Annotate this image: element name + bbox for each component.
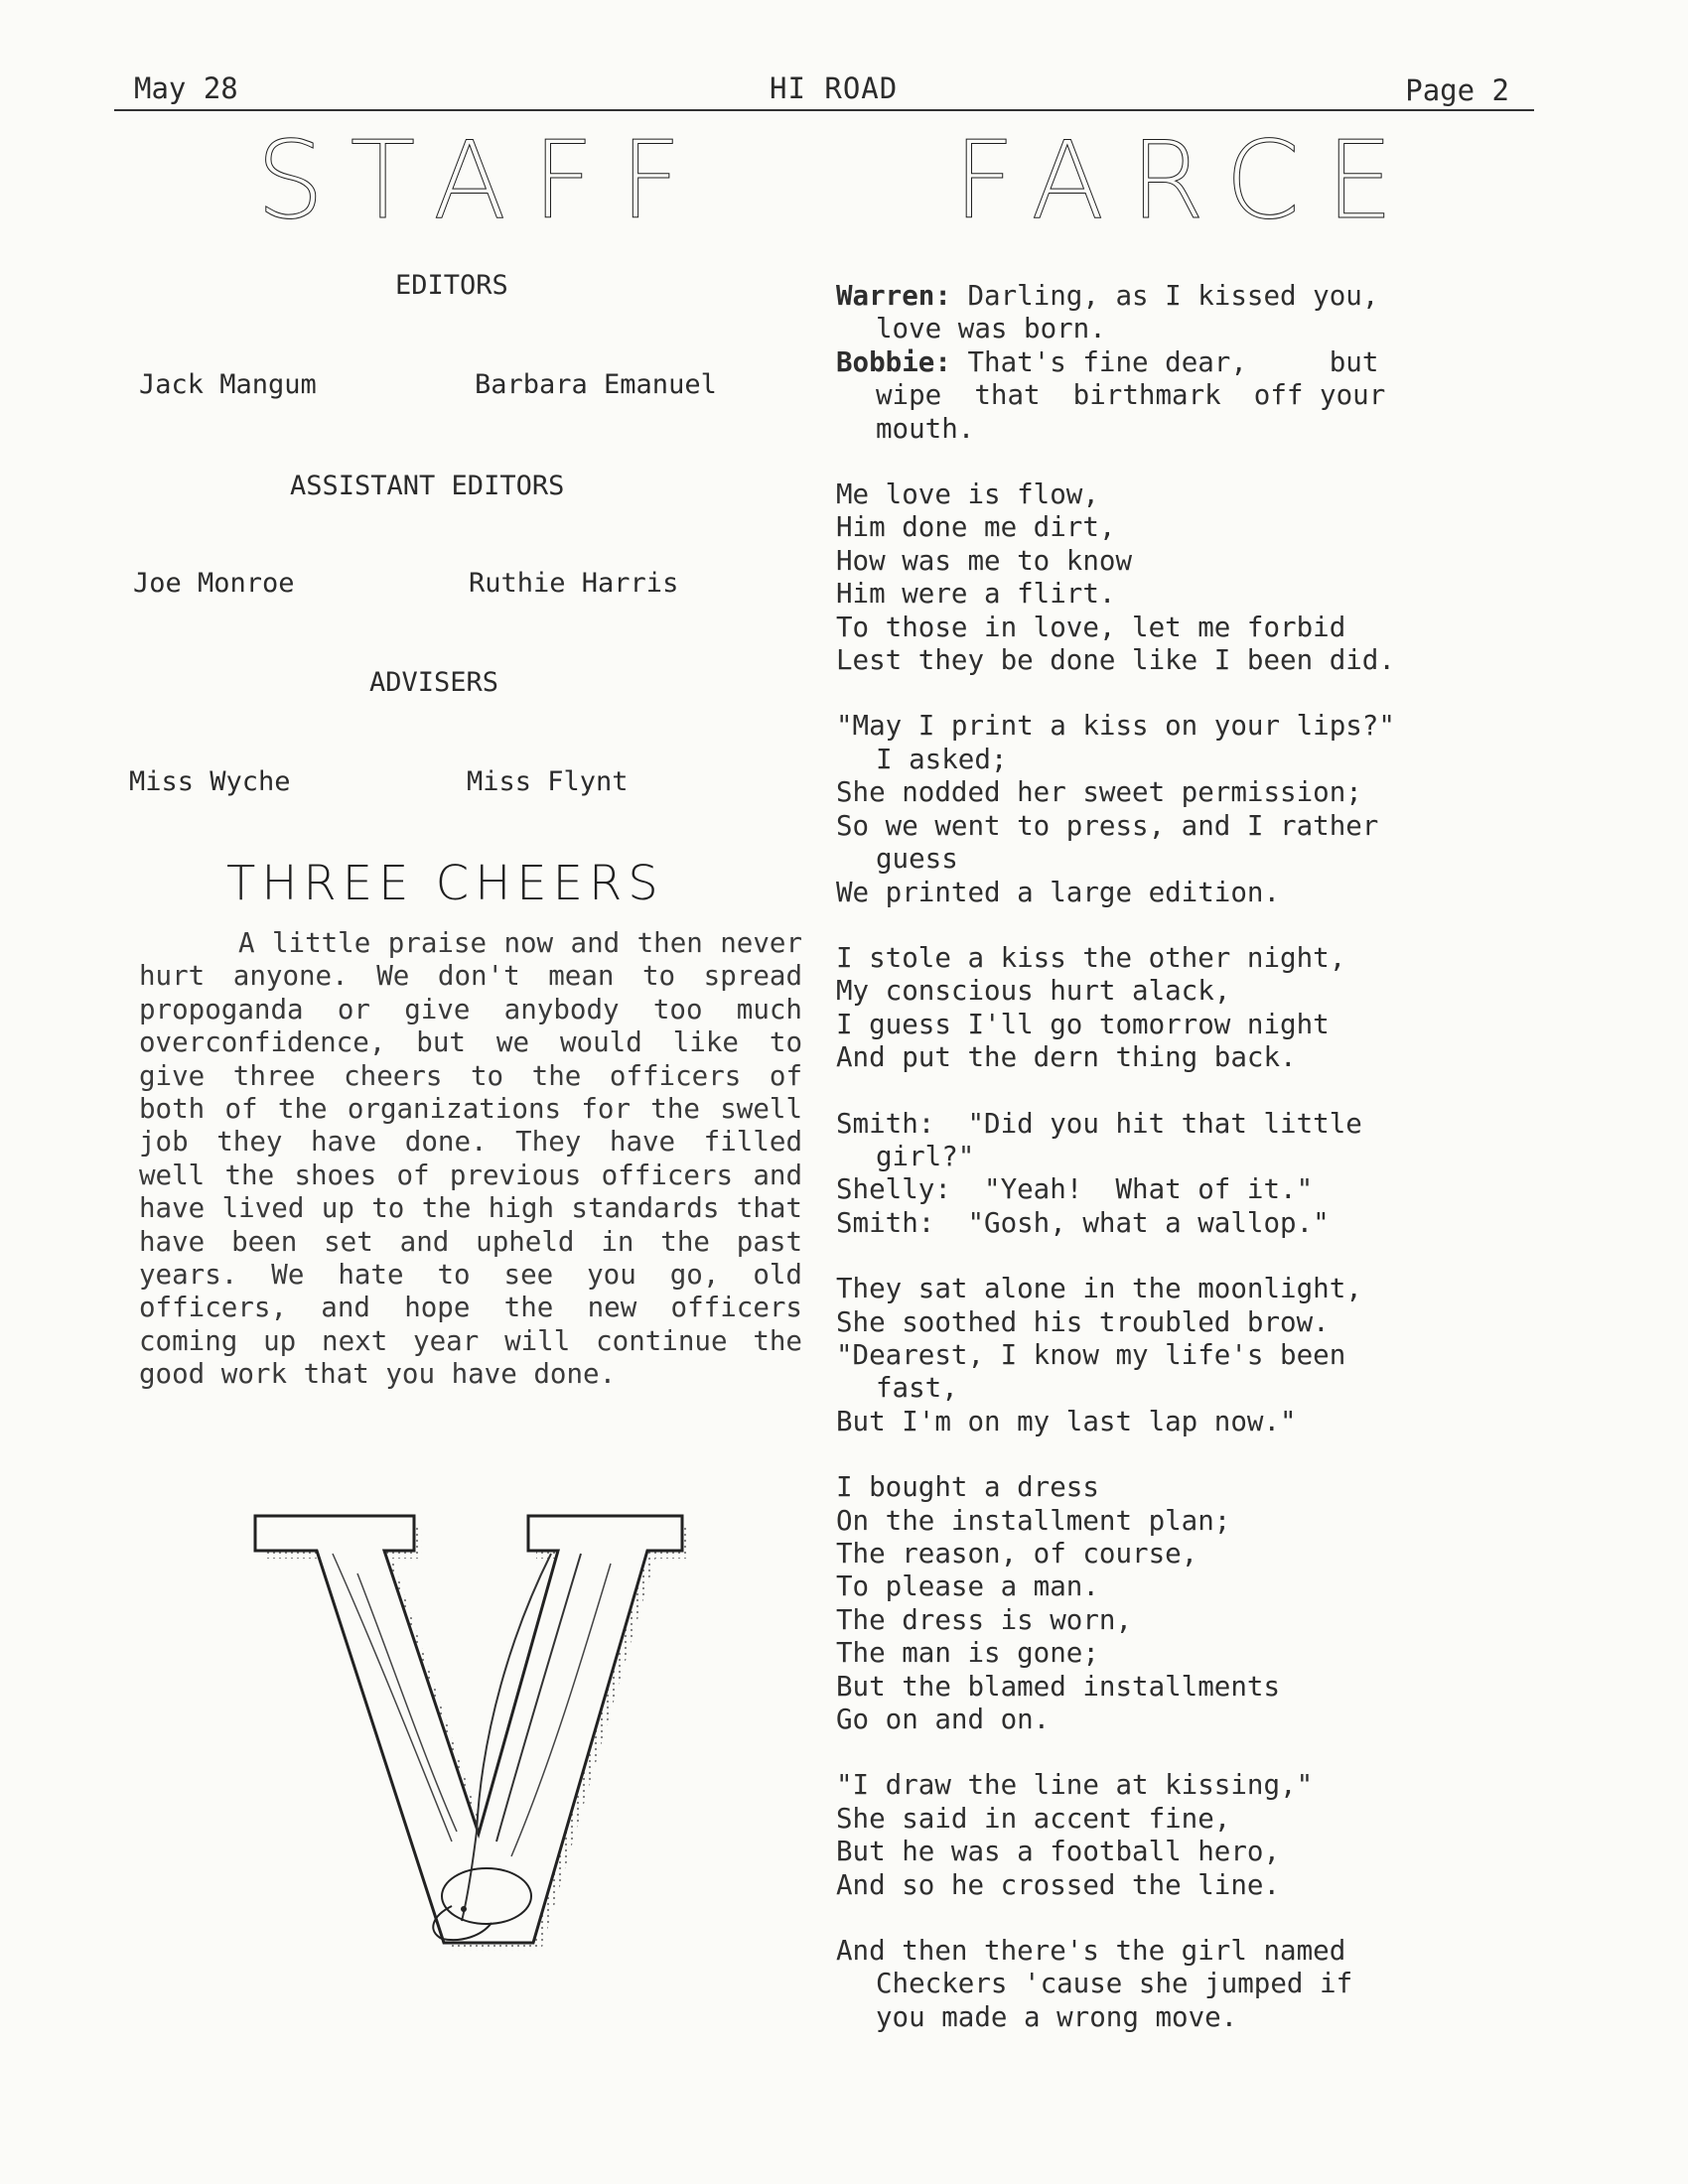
editor-name: Jack Mangum [139,369,317,400]
eagle-varsity-v-logo-icon [253,1514,695,1961]
poem-line: I guess I'll go tomorrow night [836,1008,1330,1040]
poem-line: "Dearest, I know my life's been [836,1338,1346,1371]
poem-line: She soothed his troubled brow. [836,1305,1330,1338]
joke-line: mouth. [876,412,975,445]
issue-date: May 28 [134,71,238,105]
poem-line: I asked; [876,743,1008,775]
poem-line: The dress is worn, [836,1603,1133,1636]
staff-heading: STAFF [256,119,708,243]
adviser-name: Miss Wyche [129,766,291,797]
farce-column [836,280,1496,2067]
poem-line: Me love is flow, [836,478,1099,511]
poem-line: Lest they be done like I been did. [836,644,1395,677]
joke-line: love was born. [876,313,1106,345]
poem-line: To please a man. [836,1570,1099,1603]
joke-line: And then there's the girl named [836,1935,1346,1968]
poem-block [836,1273,1496,1438]
poem-line: Go on and on. [836,1704,1051,1736]
speaker-label: Bobbie: [836,345,951,378]
poem-line: guess [876,843,958,876]
poem-line: fast, [876,1372,958,1405]
farce-heading: FARCE [953,119,1420,243]
poem-block [836,1769,1496,1902]
poem-line: On the installment plan; [836,1504,1231,1537]
poem-line: And so he crossed the line. [836,1868,1281,1901]
dialog-line: Smith: "Did you hit that little [836,1107,1362,1140]
newsletter-title: HI ROAD [770,71,899,105]
page-number: Page 2 [1405,73,1509,107]
poem-line: The reason, of course, [836,1538,1198,1570]
assistant-editors-label: ASSISTANT EDITORS [290,471,565,501]
page-header [114,71,1534,111]
poem-line: Him done me dirt, [836,511,1116,544]
poem-line: So we went to press, and I rather [836,809,1379,842]
poem-line: The man is gone; [836,1637,1099,1670]
joke-block [836,280,1496,446]
poem-line: "May I print a kiss on your lips?" [836,710,1395,743]
three-cheers-title: THREE CHEERS [226,856,664,911]
poem-block [836,710,1496,908]
dialog-line: girl?" [876,1140,975,1172]
advisers-label: ADVISERS [369,667,499,698]
assistant-editor-name: Ruthie Harris [469,568,679,599]
poem-line: We printed a large edition. [836,876,1281,908]
joke-line: Checkers 'cause she jumped if [876,1968,1353,2000]
joke-line: you made a wrong move. [876,2000,1238,2033]
poem-line: But the blamed installments [836,1670,1281,1703]
adviser-name: Miss Flynt [467,766,629,797]
editors-label: EDITORS [395,270,508,301]
poem-line: Him were a flirt. [836,578,1116,611]
poem-line: To those in love, let me forbid [836,611,1346,643]
poem-line: But I'm on my last lap now." [836,1405,1297,1437]
dialog-line: Shelly: "Yeah! What of it." [836,1173,1314,1206]
poem-line: My conscious hurt alack, [836,975,1231,1008]
poem-line: I stole a kiss the other night, [836,941,1346,974]
poem-line: She said in accent fine, [836,1802,1231,1835]
dialog-block [836,1108,1496,1241]
poem-line: I bought a dress [836,1471,1099,1504]
poem-line: They sat alone in the moonlight, [836,1273,1362,1305]
speaker-label: Warren: [836,280,951,312]
poem-block [836,942,1496,1075]
dialog-line: Smith: "Gosh, what a wallop." [836,1206,1330,1239]
joke-line: wipe that birthmark off your [876,379,1386,412]
three-cheers-article [139,927,802,1392]
assistant-editor-name: Joe Monroe [133,568,295,599]
poem-line: But he was a football hero, [836,1836,1281,1868]
poem-block [836,1471,1496,1736]
joke-line: That's fine dear, but [950,345,1379,378]
poem-block [836,478,1496,677]
poem-line: How was me to know [836,544,1133,577]
poem-line: "I draw the line at kissing," [836,1769,1314,1802]
article-body: A little praise now and then never hurt anyone. We don't mean to spread propoganda or give anybody too much overconfidence, but we would like to give three cheers to the officers of both of the organizations for the swell job they have done. They have filled well the shoes of previous officers and have lived up to the high standards that have been set and upheld in the past years. We hate to see you go, old officers, and hope the new officers coming up next year will continue the good work that you have done. [139,927,802,1391]
poem-line: And put the dern thing back. [836,1041,1297,1074]
poem-line: She nodded her sweet permission; [836,776,1362,809]
joke-line: Darling, as I kissed you, [950,280,1379,312]
editor-name: Barbara Emanuel [475,369,717,400]
joke-block [836,1935,1496,2034]
